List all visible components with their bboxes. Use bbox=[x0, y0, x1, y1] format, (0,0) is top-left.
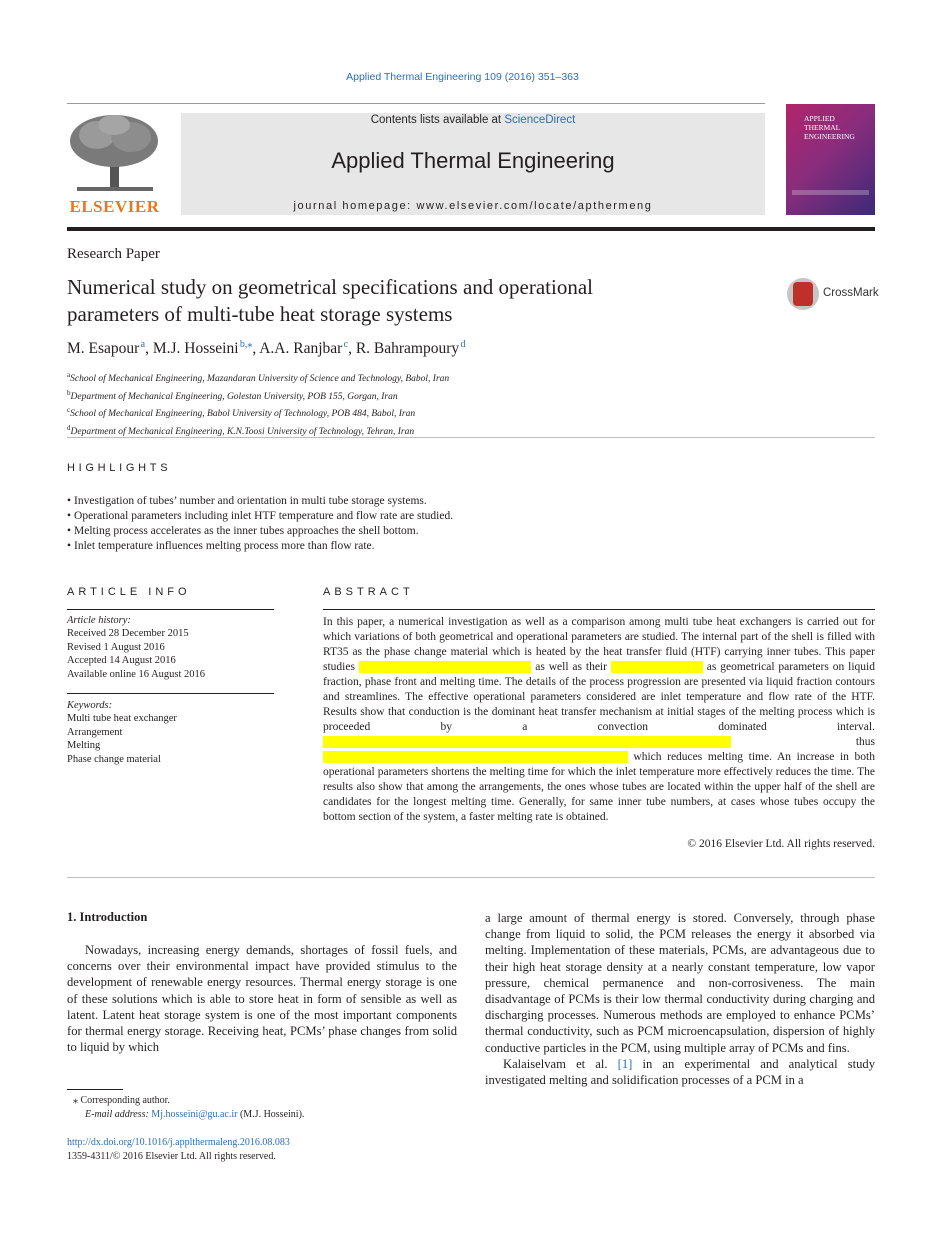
cover-band bbox=[792, 190, 869, 195]
journal-homepage[interactable]: journal homepage: www.elsevier.com/locate/apthermeng bbox=[293, 200, 653, 212]
author: M.J. Hosseini bbox=[152, 340, 239, 358]
highlights-list bbox=[67, 494, 453, 554]
redacted-highlight bbox=[611, 661, 703, 673]
crossmark-badge[interactable]: CrossMark bbox=[787, 278, 877, 312]
elsevier-logo bbox=[67, 113, 162, 217]
keywords-rule bbox=[67, 693, 274, 694]
footnote: ⁎ Corresponding author. E-mail address: Mj.hosseini@gu.ac.ir (M.J. Hosseini). bbox=[73, 1095, 305, 1120]
keyword: Multi tube heat exchanger bbox=[67, 713, 177, 725]
author: M. Esapour bbox=[67, 340, 140, 358]
highlights-heading: HIGHLIGHTS bbox=[67, 462, 172, 474]
abstract-rule bbox=[323, 609, 875, 610]
redacted-highlight bbox=[323, 736, 731, 748]
body-paragraph: Kalaiselvam et al. [1] in an experimental and analytical study investigated melting and solidification processes of a PCM in a bbox=[485, 1056, 875, 1088]
highlight-item: • Investigation of tubes’ number and orientation in multi tube storage systems. bbox=[67, 494, 453, 509]
redacted-highlight bbox=[323, 751, 628, 763]
doi-link[interactable]: http://dx.doi.org/10.1016/j.applthermaleng.2016.08.083 bbox=[67, 1137, 290, 1148]
affiliation: $^b$Department of Mechanical Engineering, Golestan University, POB 155, Gorgan, Iran bbox=[67, 388, 398, 402]
author: A.A. Ranjbar bbox=[259, 340, 343, 358]
affiliation: $^a$School of Mechanical Engineering, Mazandaran University of Science and Technology, Babol, Iran bbox=[67, 371, 450, 385]
abstract-heading: ABSTRACT bbox=[323, 586, 414, 598]
article-info-heading: ARTICLE INFO bbox=[67, 586, 191, 598]
contents-line: Contents lists available at ScienceDirect bbox=[370, 114, 576, 126]
reference-link[interactable]: [1] bbox=[617, 1056, 633, 1071]
keyword: Phase change material bbox=[67, 753, 161, 765]
footnote-rule bbox=[67, 1089, 123, 1090]
title-rule bbox=[67, 227, 875, 231]
journal-banner bbox=[181, 113, 765, 215]
sciencedirect-link[interactable]: ScienceDirect bbox=[504, 114, 576, 126]
section-rule bbox=[67, 877, 875, 878]
body-paragraph: a large amount of thermal energy is stored. Conversely, through phase change from liquid to solid, the PCM releases the energy it absorbed via melting. Implementation of these materials, PCMs, are advantageous due to their high heat storage density at a nearly constant temperature, low vapor pressure, chemical permanence and non-corrosiveness. The main disadvantage of PCMs is their low thermal conductivity during charging and discharging processes. Numerous methods are employed to enhance PCMs’ thermal conductivity, such as PCM microencapsulation, dispersion of highly conductive particles in the PCM, using multiple array of PCMs and fins. bbox=[485, 911, 875, 1055]
article-info-rule bbox=[67, 609, 274, 610]
affiliation: $^d$Department of Mechanical Engineering, K.N.Toosi University of Technology, Tehran, Iran bbox=[67, 423, 415, 437]
section-rule bbox=[67, 437, 875, 438]
email-link[interactable]: Mj.hosseini@gu.ac.ir bbox=[151, 1109, 238, 1120]
author-list: M. Esapour $^a$, M.J. Hosseini $^{b,⁎}$, A.A. Ranjbar $^c$, R. Bahrampoury $^d$ bbox=[67, 339, 466, 358]
body-paragraph: Nowadays, increasing energy demands, shortages of fossil fuels, and concerns over their environmental impact have provided stimulus to the development of renewable energy resources. Thermal energy storage is one of these solutions which is able to store heat in form of sensible as well as latent. Latent heat storage system is one of the most important components for thermal energy storage. Receiving heat, PCMs’ phase changes from solid to liquid by which bbox=[67, 943, 457, 1055]
header-rule bbox=[67, 103, 765, 104]
paper-title: Numerical study on geometrical specifications and operational parameters of multi-tube heat storage systems bbox=[67, 275, 593, 326]
tree-icon bbox=[67, 113, 162, 195]
body-column-right bbox=[485, 910, 875, 1088]
highlight-item: • Melting process accelerates as the inner tubes approaches the shell bottom. bbox=[67, 524, 453, 539]
affiliations bbox=[67, 369, 449, 439]
section-heading: 1. Introduction bbox=[67, 910, 148, 924]
keywords: Keywords: Multi tube heat exchanger Arrangement Melting Phase change material bbox=[67, 700, 177, 765]
journal-cover[interactable] bbox=[786, 104, 875, 215]
abstract-text: In this paper, a numerical investigation as well as a comparison among multi tube heat exchangers is carried out for which variations of both geometrical and operational parameters are studied. The internal part of the shell is filled with RT35 as the phase change material which is heated by the heat transfer fluid (HTF) carrying inner tubes. This paper studies as well as their as geometrical parameters on liquid fraction, phase front and melting time. The details of the process progression are presented via liquid fraction contours and streamlines. The effective operational parameters considered are inlet temperature and flow rate of the HTF. Results show that conduction is the dominant heat transfer mechanism at initial stages of the melting process which is proceeded by a convection dominated interval. thus which reduces melting time. An increase in both operational parameters shortens the melting time for which the inlet temperature more effectively reduces the time. The results also show that among the arrangements, the ones whose tubes are located within the upper half of the shell are candidates for the longest melting time. Generally, for same inner tube numbers, at cases whose tubes occupy the bottom section of the system, a faster melting rate is obtained. bbox=[323, 616, 875, 823]
article-history: Article history: Received 28 December 2015 Revised 1 August 2016 Accepted 14 August 2016 Available online 16 August 2016 bbox=[67, 615, 206, 680]
highlight-item: • Inlet temperature influences melting process more than flow rate. bbox=[67, 539, 453, 554]
abstract-copyright: © 2016 Elsevier Ltd. All rights reserved. bbox=[687, 838, 875, 850]
cover-title: APPLIED THERMAL ENGINEERING bbox=[804, 114, 855, 141]
affiliation: $^c$School of Mechanical Engineering, Babol University of Technology, POB 484, Babol, Iran bbox=[67, 406, 416, 420]
crossmark-icon bbox=[787, 278, 819, 310]
author: R. Bahrampoury bbox=[355, 340, 460, 358]
elsevier-wordmark: ELSEVIER bbox=[69, 197, 160, 216]
journal-reference[interactable]: Applied Thermal Engineering 109 (2016) 351–363 bbox=[346, 71, 579, 83]
highlight-item: • Operational parameters including inlet HTF temperature and flow rate are studied. bbox=[67, 509, 453, 524]
journal-name: Applied Thermal Engineering bbox=[331, 148, 615, 173]
issn-line: 1359-4311/© 2016 Elsevier Ltd. All rights reserved. bbox=[67, 1151, 276, 1162]
paper-type: Research Paper bbox=[67, 246, 160, 262]
keyword: Melting bbox=[67, 740, 101, 752]
keyword: Arrangement bbox=[67, 726, 123, 738]
redacted-highlight bbox=[359, 661, 532, 673]
doi-block bbox=[67, 1136, 290, 1164]
